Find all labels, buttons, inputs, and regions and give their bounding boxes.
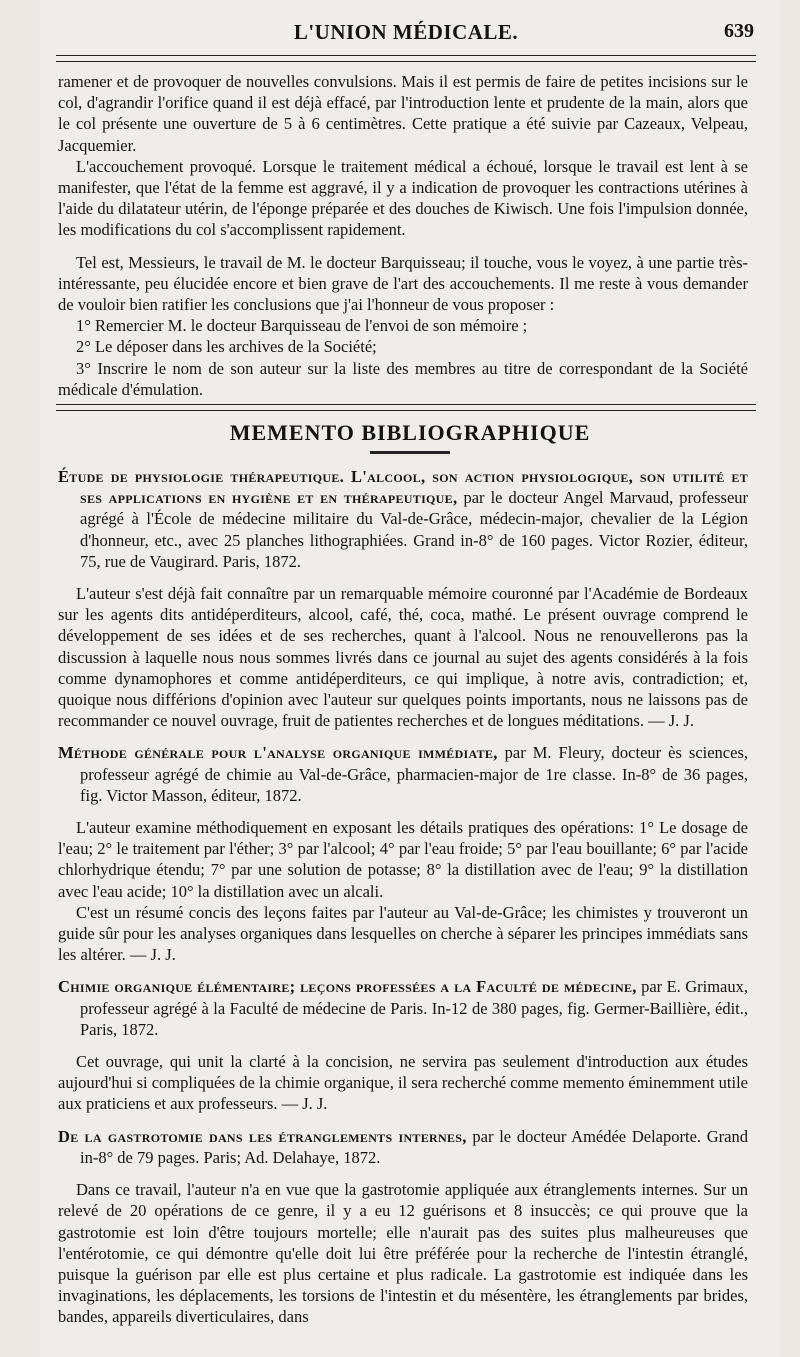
paragraph: Tel est, Messieurs, le travail de M. le docteur Barquisseau; il touche, vous le voyez, à une partie très-intéressante, peu élucidée encore et bien grave de l'art des accouchements. Il me reste à vous demander de vouloir bien ratifier les conclusions que j'ai l'honneur de vous proposer :: [58, 252, 748, 315]
entry-heading: Méthode générale pour l'analyse organique immédiate,: [58, 743, 498, 763]
entry-review: L'auteur s'est déjà fait connaître par un remarquable mémoire couronné par l'Académie de Bordeaux sur les agents dits antidéperditeurs, alcool, café, thé, coca, mathé. Le présent ouvrage comprend le développement de ses idées et de ses recherches, quant à l'alcool. Nous ne renouvellerons pas la discussion à laquelle nous nous sommes livrés dans ce journal au sujet des agents considérés à la fois comme dynamophores et comme antidéperditeurs, ce qui implique, à notre avis, contradiction; et, quoique nous différions d'opinion avec l'auteur sur quelques points importants, nous ne laissons pas de recommander ce nouvel ouvrage, fruit de patientes recherches et de longues méditations. — J. J.: [58, 584, 748, 731]
page-number: 639: [724, 20, 754, 42]
intro-section: [58, 71, 748, 400]
entry-review: Dans ce travail, l'auteur n'a en vue que la gastrotomie appliquée aux étranglements internes. Sur un relevé de 20 opérations de ce genre, il y a eu 12 guérisons et 8 insuccès; ce qui prouve que la gastrotomie est loin d'être toujours mortelle; elle n'aurait pas des suites plus malheureuses que l'entérotomie, ce qui démontre qu'elle doit lui être préférée pour la recherche de l'intestin étranglé, puisque la guérison par elle est plus certaine et plus radicale. La gastrotomie est indiquée dans les invaginations, les déplacements, les torsions de l'intestin et du mésentère, les étranglements par brides, bandes, appareils diverticulaires, dans: [58, 1180, 748, 1327]
section-title: MEMENTO BIBLIOGRAPHIQUE: [229, 420, 591, 445]
running-head: L'UNION MÉDICALE.: [293, 20, 519, 44]
page: [40, 0, 780, 1357]
entry-review: L'auteur examine méthodiquement en exposant les détails pratiques des opérations: 1° Le dosage de l'eau; 2° le traitement par l'éther; 3° par l'alcool; 4° par l'eau froide; 5° par l'eau bouillante; 6° par l'acide chlorhydrique étendu; 7° par une solution de potasse; 8° la distillation avec de l'eau; 9° la distillation avec l'eau acide; 10° la distillation avec un alcali.: [58, 818, 748, 901]
entry-heading: Étude de physiologie thérapeutique. L'alcool, son action physiologique, son utilité et ses applications en hygiène et en thérapeutique,: [58, 467, 748, 508]
entry-citation: par le docteur Amédée Delaporte. Grand in-8° de 79 pages. Paris; Ad. Delahaye, 1872.: [80, 1126, 749, 1167]
paragraph: ramener et de provoquer de nouvelles convulsions. Mais il est permis de faire de petites incisions sur le col, d'agrandir l'orifice quand il est déjà effacé, par l'introduction lente et prudente de la main, alors que le col présente une ouverture de 5 à 6 centimètres. Cette pratique a été suivie par Cazeaux, Velpeau, Jacquemier.: [58, 72, 748, 155]
entry-citation: par M. Fleury, docteur ès sciences, professeur agrégé de chimie au Val-de-Grâce, pharmacien-major de 1re classe. In-8° de 36 pages, fig. Victor Masson, éditeur, 1872.: [80, 743, 749, 805]
bibliographic-entry: [58, 742, 748, 806]
entry-heading: Chimie organique élémentaire; leçons professées a la Faculté de médecine,: [58, 977, 637, 997]
entry-citation: par le docteur Angel Marvaud, professeur agrégé à l'École de médecine militaire du Val-de-Grâce, médecin-major, chevalier de la Légion d'honneur, etc., avec 25 planches lithographiées. Grand in-8° de 160 pages. Victor Rozier, éditeur, 75, rue de Vaugirard. Paris, 1872.: [80, 488, 749, 571]
list-item: 1° Remercier M. le docteur Barquisseau de l'envoi de son mémoire ;: [76, 316, 528, 336]
page-header: [58, 20, 754, 50]
entry-citation: par E. Grimaux, professeur agrégé à la Faculté de médecine de Paris. In-12 de 380 pages, fig. Germer-Baillière, édit., Paris, 1872.: [80, 977, 748, 1039]
entry-review: Cet ouvrage, qui unit la clarté à la concision, ne servira pas seulement d'introduction aux études aujourd'hui si compliquées de la chimie organique, il sera recherché comme memento éminemment utile aux praticiens et aux professeurs. — J. J.: [58, 1052, 748, 1114]
entry-review: C'est un résumé concis des leçons faites par l'auteur au Val-de-Grâce; les chimistes y trouveront un guide sûr pour les analyses organiques dans lesquelles on cherche à séparer les principes immédiats sans les altérer. — J. J.: [58, 902, 748, 965]
memento-entries: [58, 466, 748, 1328]
header-rule: [56, 55, 756, 62]
list-item: 3° Inscrire le nom de son auteur sur la liste des membres au titre de correspondant de la Société médicale d'émulation.: [58, 358, 748, 399]
bibliographic-entry: [58, 1126, 748, 1168]
bibliographic-entry: [58, 976, 748, 1040]
section-rule: [56, 404, 756, 411]
title-underline: [370, 451, 450, 454]
entry-heading: De la gastrotomie dans les étranglements internes,: [58, 1126, 467, 1146]
bibliographic-entry: [58, 466, 748, 572]
paragraph: L'accouchement provoqué. Lorsque le traitement médical a échoué, lorsque le travail est lent à se manifester, que l'état de la femme est aggravé, il y a indication de provoquer les contractions utérines à l'aide du dilatateur utérin, de l'éponge préparée et des douches de Kiwisch. Une fois l'impulsion donnée, les modifications du col s'accomplissent rapidement.: [58, 156, 748, 240]
list-item: 2° Le déposer dans les archives de la Société;: [76, 337, 377, 357]
